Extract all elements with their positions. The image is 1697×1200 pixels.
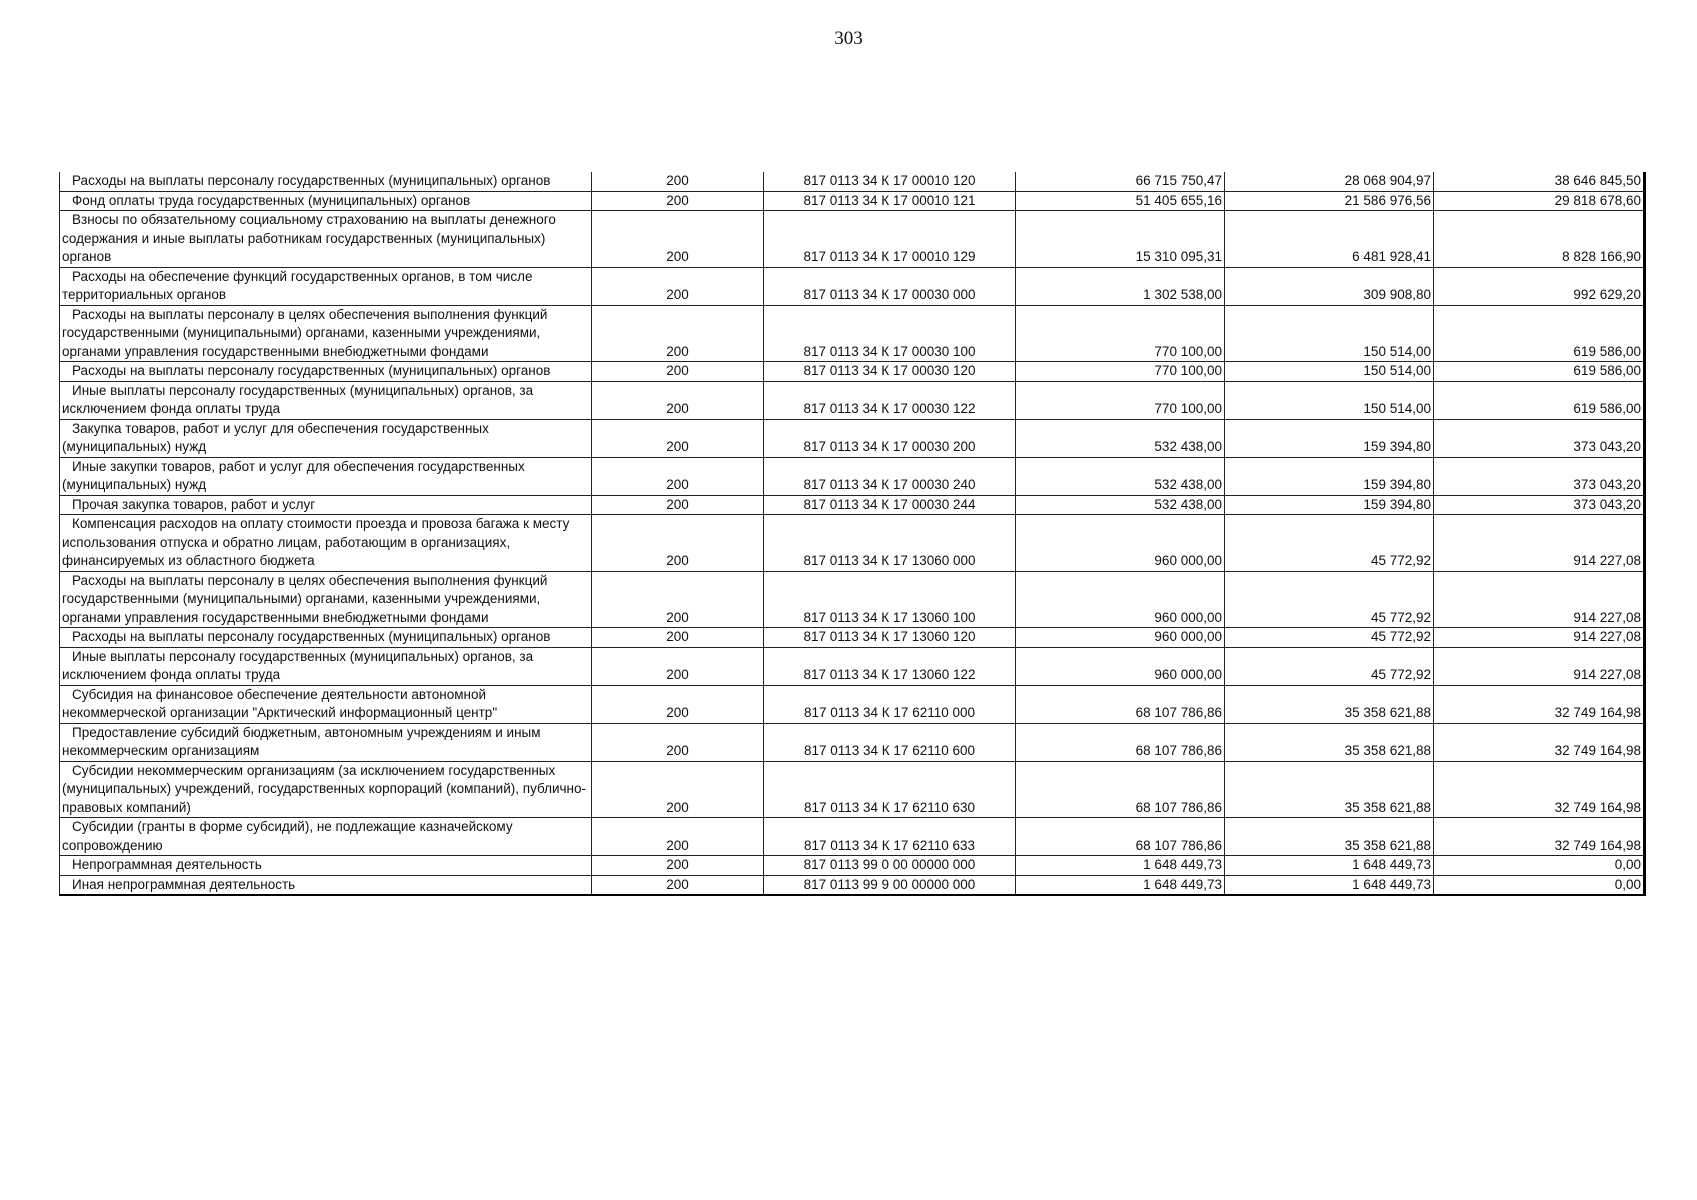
row-approved-amount-cell: 770 100,00 — [1016, 362, 1225, 382]
row-budget-code-cell: 817 0113 34 К 17 13060 122 — [764, 647, 1016, 685]
row-approved-amount-cell: 1 648 449,73 — [1016, 875, 1225, 895]
row-name-text: Прочая закупка товаров, работ и услуг — [72, 496, 316, 512]
budget-table — [59, 172, 1646, 896]
row-budget-code-cell: 817 0113 34 К 17 00030 244 — [764, 495, 1016, 515]
row-budget-code-cell: 817 0113 34 К 17 13060 000 — [764, 515, 1016, 572]
row-name-text: Субсидия на финансовое обеспечение деятельности автономной некоммерческой организации "Арктический информационный центр" — [62, 686, 498, 720]
table-row — [60, 685, 1645, 723]
row-unexecuted-amount-cell: 619 586,00 — [1434, 305, 1645, 362]
row-line-code-cell: 200 — [592, 191, 764, 211]
row-line-code-cell: 200 — [592, 571, 764, 628]
row-approved-amount-cell: 68 107 786,86 — [1016, 685, 1225, 723]
row-unexecuted-amount-cell: 373 043,20 — [1434, 495, 1645, 515]
row-name-cell — [60, 457, 592, 495]
table-row — [60, 457, 1645, 495]
row-name-cell — [60, 875, 592, 895]
row-budget-code-cell: 817 0113 34 К 17 00010 121 — [764, 191, 1016, 211]
row-name-cell — [60, 647, 592, 685]
row-name-text: Иные закупки товаров, работ и услуг для обеспечения государственных (муниципальных) нужд — [62, 458, 525, 492]
table-row — [60, 647, 1645, 685]
row-unexecuted-amount-cell: 914 227,08 — [1434, 647, 1645, 685]
row-name-text: Расходы на выплаты персоналу государственных (муниципальных) органов — [72, 629, 551, 644]
row-unexecuted-amount-cell: 914 227,08 — [1434, 628, 1645, 648]
row-line-code-cell: 200 — [592, 818, 764, 856]
row-line-code-cell: 200 — [592, 419, 764, 457]
row-name-cell — [60, 362, 592, 382]
row-line-code-cell: 200 — [592, 647, 764, 685]
row-name-text: Расходы на выплаты персоналу государственных (муниципальных) органов — [72, 173, 551, 188]
row-line-code-cell: 200 — [592, 305, 764, 362]
row-executed-amount-cell: 150 514,00 — [1225, 362, 1434, 382]
row-name-text: Иная непрограммная деятельность — [72, 876, 296, 892]
row-name-text: Расходы на выплаты персоналу в целях обеспечения выполнения функций государственными (муниципальными) органами, казенными учреждениями, органами управления государственными внебюджетными фондами — [62, 572, 548, 625]
row-executed-amount-cell: 35 358 621,88 — [1225, 723, 1434, 761]
row-name-cell — [60, 381, 592, 419]
row-name-cell — [60, 628, 592, 648]
row-executed-amount-cell: 45 772,92 — [1225, 647, 1434, 685]
row-executed-amount-cell: 150 514,00 — [1225, 305, 1434, 362]
row-name-text: Непрограммная деятельность — [72, 857, 262, 872]
row-executed-amount-cell: 309 908,80 — [1225, 267, 1434, 305]
row-budget-code-cell: 817 0113 34 К 17 62110 630 — [764, 761, 1016, 818]
row-budget-code-cell: 817 0113 34 К 17 00010 120 — [764, 172, 1016, 191]
row-unexecuted-amount-cell: 32 749 164,98 — [1434, 761, 1645, 818]
table-row — [60, 211, 1645, 268]
row-approved-amount-cell: 68 107 786,86 — [1016, 818, 1225, 856]
row-line-code-cell: 200 — [592, 381, 764, 419]
row-name-cell — [60, 211, 592, 268]
row-unexecuted-amount-cell: 619 586,00 — [1434, 381, 1645, 419]
row-unexecuted-amount-cell: 38 646 845,50 — [1434, 172, 1645, 191]
row-name-cell — [60, 267, 592, 305]
row-budget-code-cell: 817 0113 34 К 17 00030 200 — [764, 419, 1016, 457]
row-unexecuted-amount-cell: 32 749 164,98 — [1434, 723, 1645, 761]
row-executed-amount-cell: 45 772,92 — [1225, 628, 1434, 648]
row-executed-amount-cell: 1 648 449,73 — [1225, 875, 1434, 895]
row-executed-amount-cell: 159 394,80 — [1225, 495, 1434, 515]
row-unexecuted-amount-cell: 373 043,20 — [1434, 419, 1645, 457]
row-budget-code-cell: 817 0113 34 К 17 62110 600 — [764, 723, 1016, 761]
page-number: 303 — [834, 28, 863, 49]
table-row — [60, 267, 1645, 305]
row-executed-amount-cell: 6 481 928,41 — [1225, 211, 1434, 268]
row-approved-amount-cell: 68 107 786,86 — [1016, 761, 1225, 818]
row-name-cell — [60, 818, 592, 856]
row-executed-amount-cell: 35 358 621,88 — [1225, 818, 1434, 856]
row-name-cell — [60, 761, 592, 818]
row-name-text: Фонд оплаты труда государственных (муниципальных) органов — [72, 192, 471, 208]
row-unexecuted-amount-cell: 32 749 164,98 — [1434, 818, 1645, 856]
row-name-text: Субсидии некоммерческим организациям (за исключением государственных (муниципальных) учреждений, государственных корпораций (компаний), публично-правовых компаний) — [62, 762, 587, 815]
row-executed-amount-cell: 35 358 621,88 — [1225, 761, 1434, 818]
row-unexecuted-amount-cell: 0,00 — [1434, 875, 1645, 895]
row-line-code-cell: 200 — [592, 362, 764, 382]
row-line-code-cell: 200 — [592, 761, 764, 818]
row-approved-amount-cell: 66 715 750,47 — [1016, 172, 1225, 191]
row-line-code-cell: 200 — [592, 628, 764, 648]
row-approved-amount-cell: 770 100,00 — [1016, 305, 1225, 362]
row-budget-code-cell: 817 0113 34 К 17 00030 122 — [764, 381, 1016, 419]
row-unexecuted-amount-cell: 619 586,00 — [1434, 362, 1645, 382]
row-name-text: Компенсация расходов на оплату стоимости проезда и провоза багажа к месту использования отпуска и обратно лицам, работающим в организациях, финансируемых из областного бюджета — [62, 516, 570, 568]
row-budget-code-cell: 817 0113 34 К 17 00030 000 — [764, 267, 1016, 305]
row-name-cell — [60, 191, 592, 211]
row-name-cell — [60, 495, 592, 515]
row-unexecuted-amount-cell: 992 629,20 — [1434, 267, 1645, 305]
table-row — [60, 818, 1645, 856]
row-line-code-cell: 200 — [592, 685, 764, 723]
row-name-text: Иные выплаты персоналу государственных (муниципальных) органов, за исключением фонда оплаты труда — [62, 382, 534, 416]
row-name-text: Расходы на выплаты персоналу государственных (муниципальных) органов — [72, 363, 551, 378]
row-budget-code-cell: 817 0113 99 0 00 00000 000 — [764, 856, 1016, 876]
row-executed-amount-cell: 21 586 976,56 — [1225, 191, 1434, 211]
row-line-code-cell: 200 — [592, 172, 764, 191]
row-name-text: Расходы на выплаты персоналу в целях обеспечения выполнения функций государственными (муниципальными) органами, казенными учреждениями, органами управления государственными внебюджетными фондами — [62, 306, 548, 359]
row-budget-code-cell: 817 0113 34 К 17 00030 240 — [764, 457, 1016, 495]
table-row — [60, 381, 1645, 419]
row-unexecuted-amount-cell: 32 749 164,98 — [1434, 685, 1645, 723]
table-row — [60, 875, 1645, 895]
row-name-text: Закупка товаров, работ и услуг для обеспечения государственных (муниципальных) нужд — [62, 420, 489, 454]
row-approved-amount-cell: 532 438,00 — [1016, 457, 1225, 495]
row-name-text: Предоставление субсидий бюджетным, автономным учреждениям и иным некоммерческим организациям — [62, 724, 541, 758]
row-name-text: Субсидии (гранты в форме субсидий), не подлежащие казначейскому сопровождению — [62, 819, 513, 853]
row-approved-amount-cell: 68 107 786,86 — [1016, 723, 1225, 761]
row-approved-amount-cell: 15 310 095,31 — [1016, 211, 1225, 268]
row-approved-amount-cell: 960 000,00 — [1016, 647, 1225, 685]
row-executed-amount-cell: 1 648 449,73 — [1225, 856, 1434, 876]
row-line-code-cell: 200 — [592, 856, 764, 876]
row-budget-code-cell: 817 0113 34 К 17 62110 000 — [764, 685, 1016, 723]
row-budget-code-cell: 817 0113 34 К 17 13060 120 — [764, 628, 1016, 648]
row-unexecuted-amount-cell: 373 043,20 — [1434, 457, 1645, 495]
row-name-cell — [60, 172, 592, 191]
row-approved-amount-cell: 1 648 449,73 — [1016, 856, 1225, 876]
row-line-code-cell: 200 — [592, 495, 764, 515]
row-name-cell — [60, 856, 592, 876]
row-unexecuted-amount-cell: 914 227,08 — [1434, 515, 1645, 572]
row-approved-amount-cell: 960 000,00 — [1016, 571, 1225, 628]
row-budget-code-cell: 817 0113 34 К 17 00030 100 — [764, 305, 1016, 362]
table-row — [60, 172, 1645, 191]
row-name-cell — [60, 571, 592, 628]
row-executed-amount-cell: 150 514,00 — [1225, 381, 1434, 419]
budget-table-body — [60, 172, 1645, 895]
row-line-code-cell: 200 — [592, 457, 764, 495]
row-executed-amount-cell: 45 772,92 — [1225, 571, 1434, 628]
row-executed-amount-cell: 159 394,80 — [1225, 419, 1434, 457]
row-name-text: Взносы по обязательному социальному страхованию на выплаты денежного содержания и иные выплаты работникам государственных (муниципальных) органов — [62, 212, 556, 264]
table-row — [60, 571, 1645, 628]
table-row — [60, 761, 1645, 818]
row-line-code-cell: 200 — [592, 875, 764, 895]
row-name-text: Иные выплаты персоналу государственных (муниципальных) органов, за исключением фонда оплаты труда — [62, 648, 534, 682]
table-row — [60, 362, 1645, 382]
row-approved-amount-cell: 532 438,00 — [1016, 419, 1225, 457]
table-row — [60, 628, 1645, 648]
row-approved-amount-cell: 960 000,00 — [1016, 628, 1225, 648]
row-line-code-cell: 200 — [592, 211, 764, 268]
row-unexecuted-amount-cell: 0,00 — [1434, 856, 1645, 876]
row-name-cell — [60, 685, 592, 723]
row-budget-code-cell: 817 0113 34 К 17 13060 100 — [764, 571, 1016, 628]
row-executed-amount-cell: 28 068 904,97 — [1225, 172, 1434, 191]
table-row — [60, 305, 1645, 362]
row-approved-amount-cell: 770 100,00 — [1016, 381, 1225, 419]
row-approved-amount-cell: 960 000,00 — [1016, 515, 1225, 572]
row-approved-amount-cell: 51 405 655,16 — [1016, 191, 1225, 211]
row-approved-amount-cell: 532 438,00 — [1016, 495, 1225, 515]
table-row — [60, 191, 1645, 211]
table-row — [60, 515, 1645, 572]
row-name-cell — [60, 723, 592, 761]
row-unexecuted-amount-cell: 914 227,08 — [1434, 571, 1645, 628]
table-row — [60, 495, 1645, 515]
row-executed-amount-cell: 159 394,80 — [1225, 457, 1434, 495]
row-approved-amount-cell: 1 302 538,00 — [1016, 267, 1225, 305]
row-line-code-cell: 200 — [592, 267, 764, 305]
row-unexecuted-amount-cell: 29 818 678,60 — [1434, 191, 1645, 211]
row-name-cell — [60, 515, 592, 572]
row-unexecuted-amount-cell: 8 828 166,90 — [1434, 211, 1645, 268]
row-line-code-cell: 200 — [592, 515, 764, 572]
row-line-code-cell: 200 — [592, 723, 764, 761]
row-name-cell — [60, 419, 592, 457]
table-row — [60, 856, 1645, 876]
row-budget-code-cell: 817 0113 34 К 17 62110 633 — [764, 818, 1016, 856]
row-name-cell — [60, 305, 592, 362]
row-executed-amount-cell: 45 772,92 — [1225, 515, 1434, 572]
table-row — [60, 419, 1645, 457]
row-executed-amount-cell: 35 358 621,88 — [1225, 685, 1434, 723]
row-budget-code-cell: 817 0113 34 К 17 00010 129 — [764, 211, 1016, 268]
row-budget-code-cell: 817 0113 99 9 00 00000 000 — [764, 875, 1016, 895]
row-name-text: Расходы на обеспечение функций государственных органов, в том числе территориальных органов — [62, 268, 533, 302]
table-row — [60, 723, 1645, 761]
row-budget-code-cell: 817 0113 34 К 17 00030 120 — [764, 362, 1016, 382]
